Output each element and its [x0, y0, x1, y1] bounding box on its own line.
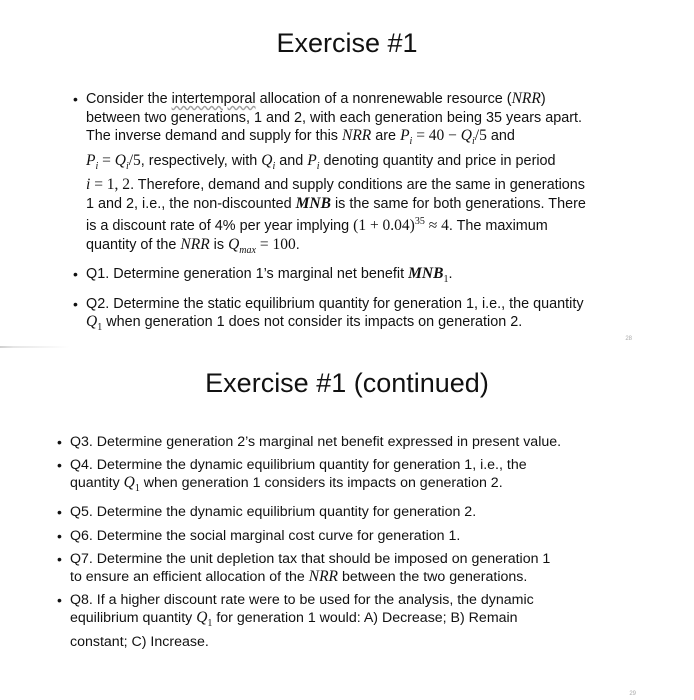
text: when generation 1 considers its impacts on generation 2.	[139, 475, 503, 492]
text: , respectively, with	[140, 152, 262, 169]
text: between the two generations.	[338, 569, 528, 586]
math-mnb: MNB	[408, 265, 444, 283]
math-eq: ≈ 4	[424, 217, 449, 235]
text: . The maximum	[448, 218, 548, 235]
text: denoting quantity and price in period	[319, 152, 556, 169]
bullet-q8	[57, 591, 657, 651]
page-number: 28	[625, 336, 632, 342]
math-eq: (1 + 0.04)	[353, 217, 415, 235]
math-nrr: NRR	[511, 90, 541, 107]
math-q: Q	[196, 609, 208, 627]
math-q: Q	[460, 127, 472, 145]
math-sup: 35	[414, 216, 425, 228]
bullet-q4	[57, 456, 657, 498]
slide-title: Exercise #1	[276, 28, 418, 58]
bullet-q7	[57, 550, 657, 586]
bullet-q1	[73, 265, 643, 289]
text: quantity of the	[86, 236, 181, 253]
text: Q2. Determine the static equilibrium quantity for generation 1, i.e., the quantity	[86, 295, 584, 312]
text: .	[448, 266, 453, 283]
math-eq: = 40 −	[412, 127, 461, 145]
math-p: P	[307, 151, 317, 169]
math-sub: i	[409, 136, 413, 148]
text: to ensure an efficient allocation of the	[70, 569, 309, 586]
math-q: Q	[114, 151, 126, 169]
math-nrr: NRR	[341, 127, 372, 145]
page-number: 29	[629, 691, 636, 697]
text: Consider the	[86, 91, 172, 107]
math-eq: =	[98, 151, 115, 169]
math-p: P	[400, 127, 410, 145]
slide-exercise-1	[0, 0, 694, 346]
math-nrr: NRR	[180, 235, 210, 253]
text: equilibrium quantity	[70, 610, 197, 627]
underlined-word: intertemporal	[171, 91, 256, 107]
text: is a discount rate of 4% per year implying	[86, 218, 354, 235]
bullet-list	[57, 433, 657, 657]
math-sub: i	[472, 136, 475, 148]
math-q: Q	[228, 235, 240, 253]
math-eq: /5	[128, 151, 141, 169]
bullet-q6: • Q6. Determine the social marginal cost curve for generation 1.	[57, 527, 657, 545]
bullet-q3: • Q3. Determine generation 2’s marginal net benefit expressed in present value.	[57, 433, 657, 451]
math-sub: 1	[97, 322, 103, 334]
text: allocation of a nonrenewable resource (	[255, 91, 512, 107]
text: Q8. If a higher discount rate were to be used for the analysis, the dynamic	[70, 592, 534, 609]
math-q: Q	[261, 151, 273, 169]
text: The inverse demand and supply for this	[86, 128, 342, 145]
math-sub: i	[95, 160, 99, 172]
text: is the same for both generations. There	[330, 195, 586, 212]
text: . Therefore, demand and supply conditions are the same in generations	[130, 177, 585, 194]
text: Q1. Determine generation 1’s marginal net benefit	[86, 266, 409, 283]
math-sub: i	[272, 160, 276, 172]
text: quantity	[70, 475, 124, 492]
text: are	[371, 128, 401, 145]
bullet-list	[73, 90, 643, 343]
text: when generation 1 does not consider its impacts on generation 2.	[102, 314, 523, 331]
math-mnb: MNB	[295, 194, 331, 212]
math-eq: = 100	[255, 235, 296, 253]
math-sub: i	[125, 160, 129, 172]
text: is	[209, 236, 229, 253]
math-q: Q	[123, 474, 135, 492]
bullet-q5: • Q5. Determine the dynamic equilibrium quantity for generation 2.	[57, 503, 657, 521]
text: and	[275, 152, 308, 169]
math-p: P	[86, 151, 96, 169]
math-nrr: NRR	[308, 568, 339, 586]
text: constant; C) Increase.	[70, 634, 209, 651]
slide-exercise-1-continued	[0, 348, 694, 700]
math-q: Q	[86, 313, 98, 331]
math-sub: max	[239, 244, 256, 256]
math-eq: /5	[474, 127, 487, 145]
bullet-q2	[73, 295, 643, 338]
slide-title: Exercise #1 (continued)	[205, 368, 489, 398]
math-eq: = 1, 2	[90, 176, 131, 194]
math-sub: i	[316, 160, 320, 172]
math-i: i	[86, 176, 91, 194]
text: 1 and 2, i.e., the non-discounted	[86, 195, 296, 212]
math-sub: 1	[207, 618, 213, 630]
text: .	[295, 236, 300, 253]
text: Q4. Determine the dynamic equilibrium quantity for generation 1, i.e., the	[70, 457, 527, 474]
text: and	[486, 128, 515, 145]
math-sub: 1	[443, 274, 449, 286]
text: )	[540, 91, 546, 107]
bullet-problem-statement	[73, 90, 643, 260]
text: for generation 1 would: A) Decrease; B) Remain	[212, 610, 518, 627]
text: between two generations, 1 and 2, with each generation being 35 years apart.	[86, 109, 583, 126]
math-sub: 1	[134, 483, 140, 495]
text: Q7. Determine the unit depletion tax that should be imposed on generation 1	[70, 550, 551, 567]
